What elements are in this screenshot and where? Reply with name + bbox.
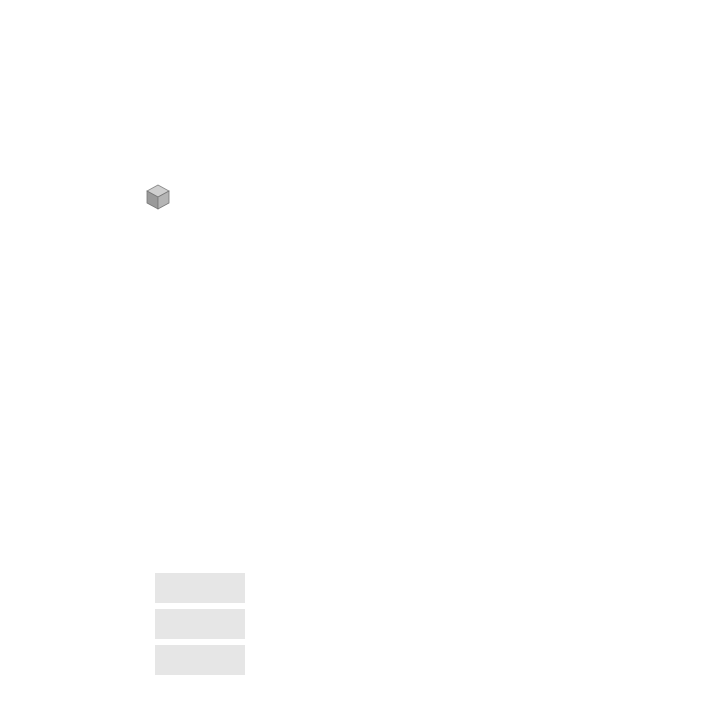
section-title	[145, 182, 179, 212]
concept-cell	[155, 573, 245, 603]
concept-cell	[155, 645, 245, 675]
abc-cube-icon	[145, 184, 171, 210]
concept-cell	[155, 609, 245, 639]
